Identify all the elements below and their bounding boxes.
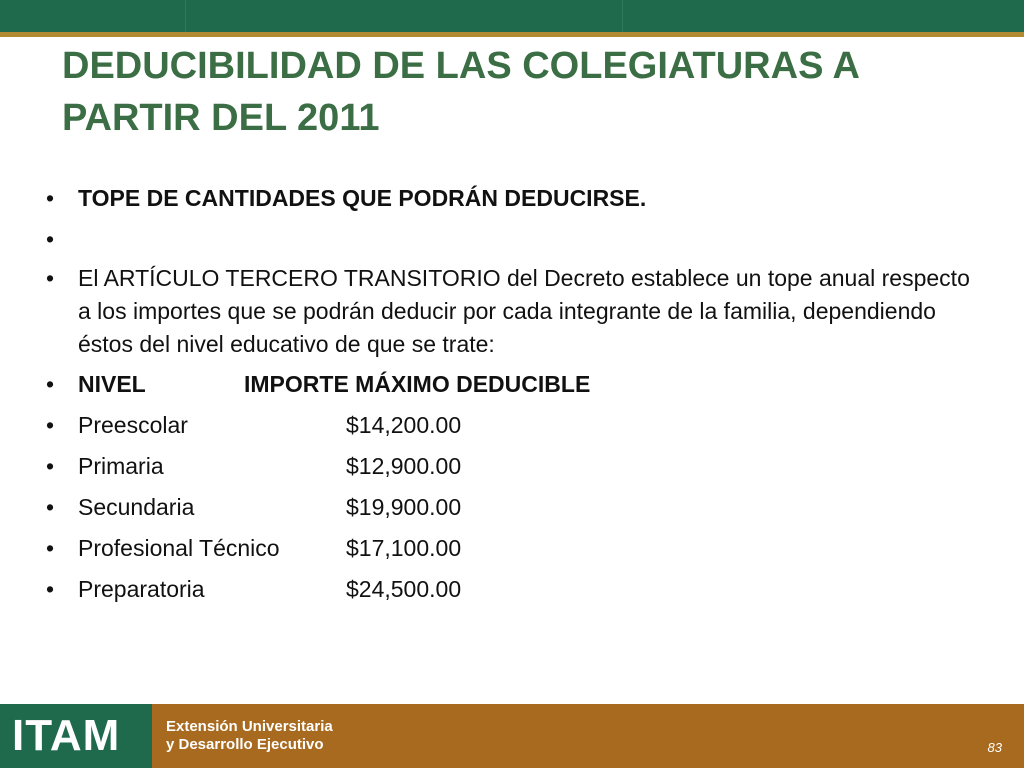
bullet-item bbox=[40, 182, 980, 215]
header-band bbox=[0, 0, 1024, 32]
itam-logo: ITAM bbox=[12, 711, 121, 760]
bullet-item bbox=[40, 262, 980, 361]
table-row bbox=[40, 409, 980, 442]
table-row bbox=[40, 573, 980, 606]
bullet-icon: • bbox=[45, 265, 55, 291]
row-amount: $14,200.00 bbox=[346, 412, 462, 438]
footer-logo-panel bbox=[0, 704, 152, 768]
row-level: Secundaria bbox=[78, 494, 195, 520]
title-line-1: DEDUCIBILIDAD DE LAS COLEGIATURAS A bbox=[62, 45, 860, 87]
bullet-icon: • bbox=[45, 453, 55, 479]
column-header-level: NIVEL bbox=[78, 371, 146, 397]
bullet-icon: • bbox=[45, 371, 55, 397]
header-accent-line bbox=[0, 32, 1024, 37]
bullet-icon: • bbox=[45, 494, 55, 520]
row-amount: $17,100.00 bbox=[346, 535, 462, 561]
footer-line-2: y Desarrollo Ejecutivo bbox=[166, 736, 324, 753]
footer-band bbox=[0, 704, 1024, 768]
bullet-item-empty bbox=[40, 223, 980, 256]
row-level: Preescolar bbox=[78, 412, 188, 438]
page-number: 83 bbox=[987, 740, 1002, 755]
slide-title bbox=[62, 40, 962, 144]
bullet-icon: • bbox=[45, 412, 55, 438]
row-amount: $19,900.00 bbox=[346, 494, 462, 520]
table-row bbox=[40, 491, 980, 524]
row-amount: $24,500.00 bbox=[346, 576, 462, 602]
table-row bbox=[40, 532, 980, 565]
bullet-icon: • bbox=[45, 226, 55, 252]
slide-content bbox=[40, 182, 980, 614]
footer-line-1: Extensión Universitaria bbox=[166, 718, 333, 735]
table-header bbox=[40, 368, 980, 401]
bullet-icon: • bbox=[45, 535, 55, 561]
row-level: Profesional Técnico bbox=[78, 535, 280, 561]
column-header-amount: IMPORTE MÁXIMO DEDUCIBLE bbox=[244, 371, 591, 397]
section-heading: TOPE DE CANTIDADES QUE PODRÁN DEDUCIRSE. bbox=[78, 185, 647, 211]
table-row bbox=[40, 450, 980, 483]
bullet-icon: • bbox=[45, 185, 55, 211]
body-paragraph: El ARTÍCULO TERCERO TRANSITORIO del Decreto establece un tope anual respecto a los importes que se podrán deducir por cada integrante de la familia, dependiendo éstos del nivel educativo de que se trate: bbox=[78, 265, 970, 357]
footer-caption bbox=[166, 718, 333, 754]
header-divider bbox=[185, 0, 186, 32]
bullet-icon: • bbox=[45, 576, 55, 602]
row-level: Primaria bbox=[78, 453, 164, 479]
row-amount: $12,900.00 bbox=[346, 453, 462, 479]
row-level: Preparatoria bbox=[78, 576, 205, 602]
header-divider bbox=[622, 0, 623, 32]
title-line-2: PARTIR DEL 2011 bbox=[62, 97, 380, 139]
